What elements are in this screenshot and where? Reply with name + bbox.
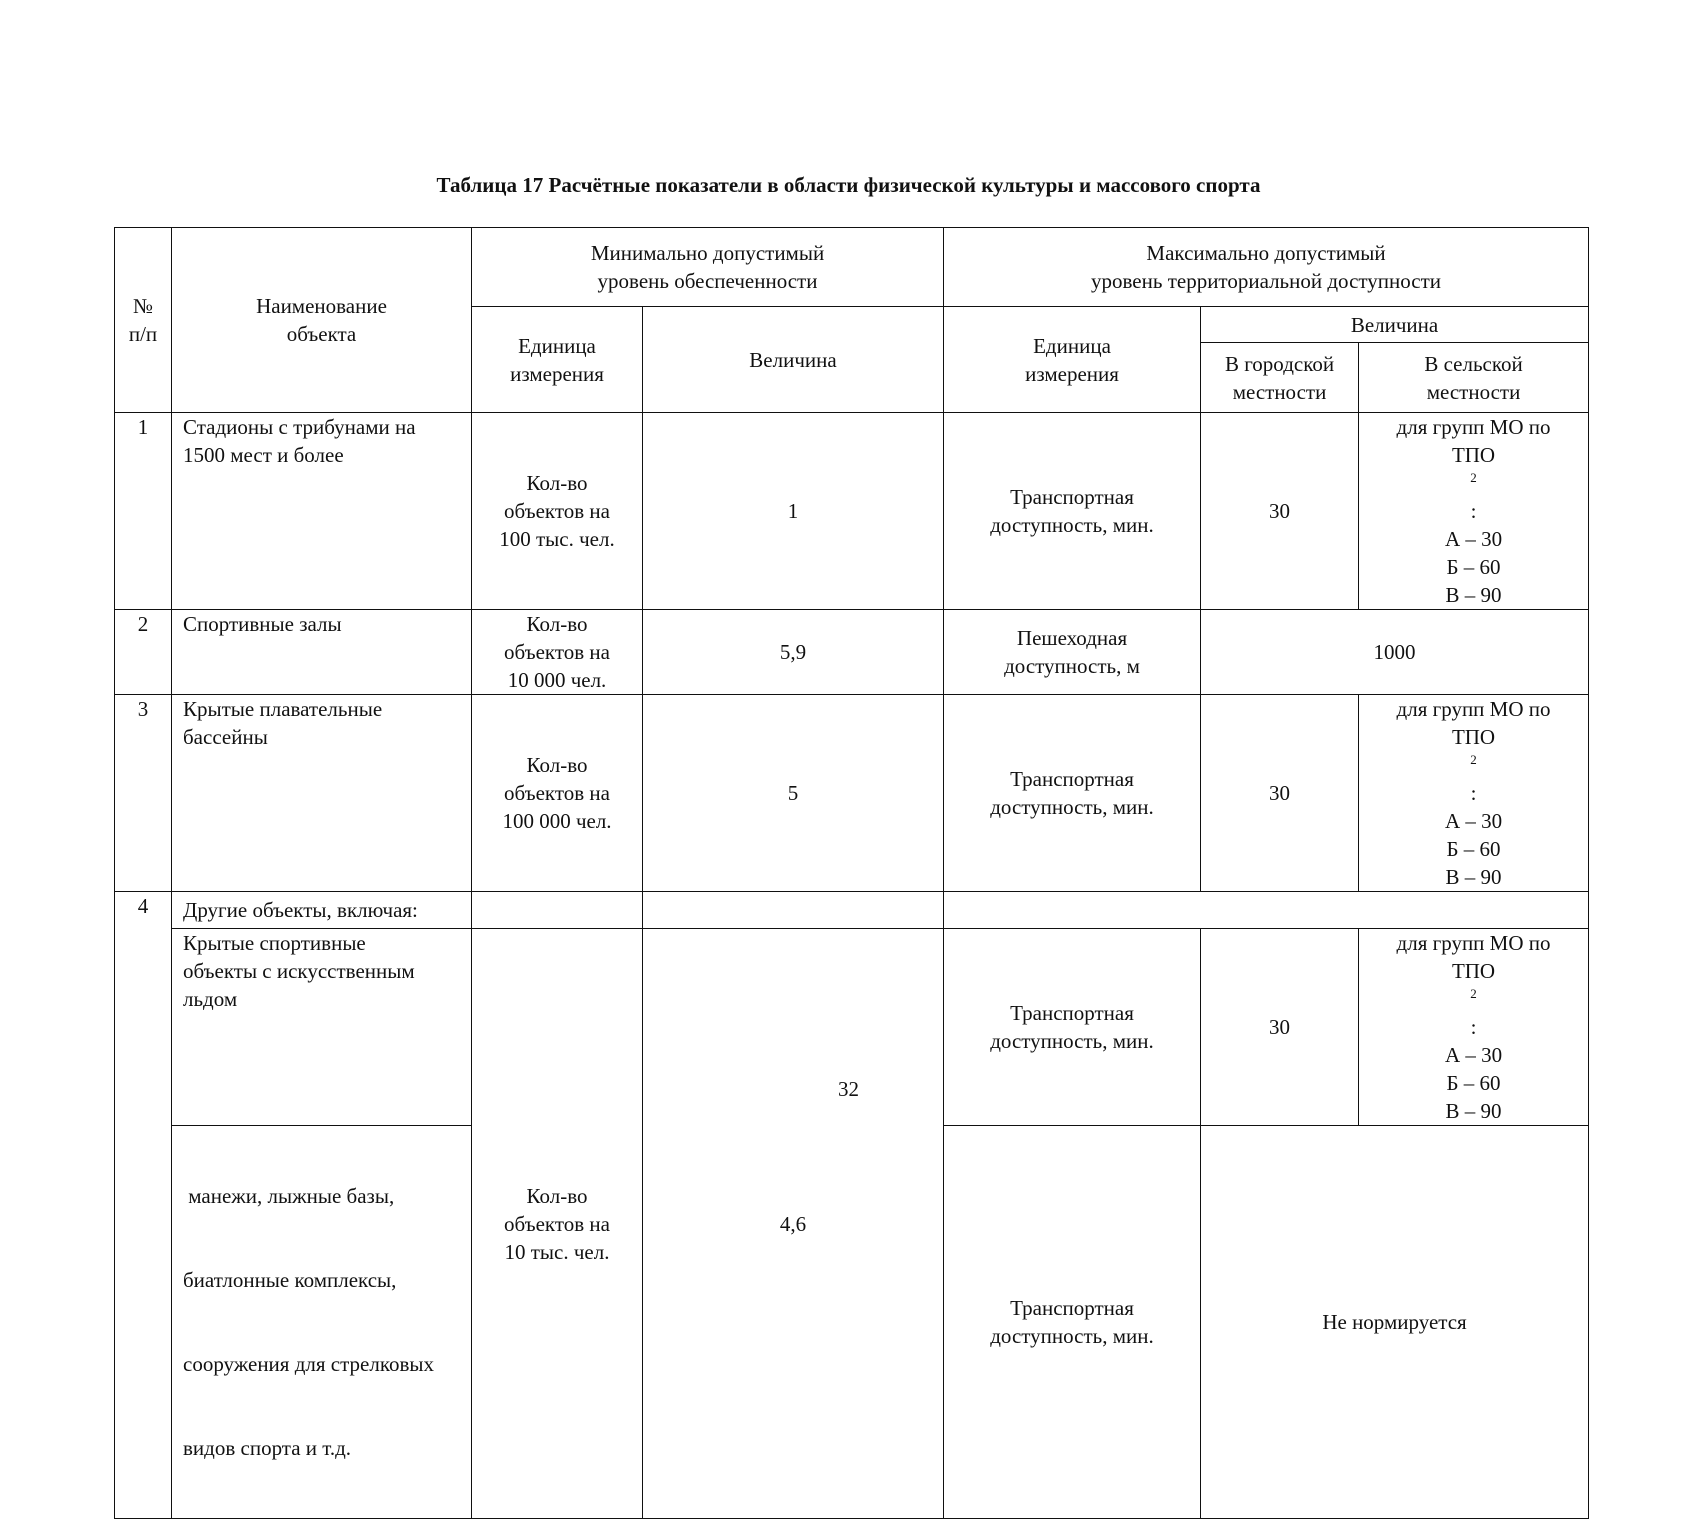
header-access-unit: Единица измерения — [944, 307, 1201, 413]
rural-value: для групп МО по ТПО $^2$ : А – 30 Б – 60 В – 90 — [1359, 929, 1589, 1126]
indicators-table — [114, 227, 1589, 1519]
header-access-value: Величина — [1201, 307, 1589, 343]
table-row — [115, 892, 1589, 929]
object-name: манежи, лыжные базы, биатлонные комплексы, сооружения для стрелковых видов спорта и т.д. — [172, 1126, 472, 1519]
row-number: 4 — [115, 892, 172, 1519]
provision-unit: Кол-во объектов на 10 тыс. чел. — [472, 929, 643, 1519]
provision-value: 1 — [643, 413, 944, 610]
header-max-accessibility: Максимально допустимый уровень территориальной доступности — [944, 228, 1589, 307]
row-number: 3 — [115, 695, 172, 892]
table-row — [115, 695, 1589, 892]
object-name: Крытые плавательные бассейны — [172, 695, 472, 892]
object-name: Крытые спортивные объекты с искусственным льдом — [172, 929, 472, 1126]
access-unit: Пешеходная доступность, м — [944, 610, 1201, 695]
rural-value: для групп МО по ТПО $^2$ : А – 30 Б – 60 В – 90 — [1359, 695, 1589, 892]
provision-value-empty — [643, 892, 944, 929]
table-title: Таблица 17 Расчётные показатели в области физической культуры и массового спорта — [436, 173, 1261, 197]
provision-unit: Кол-во объектов на 100 000 чел. — [472, 695, 643, 892]
provision-value: 5,9 — [643, 610, 944, 695]
header-rural: В сельской местности — [1359, 343, 1589, 413]
provision-unit: Кол-во объектов на 100 тыс. чел. — [472, 413, 643, 610]
row-number: 1 — [115, 413, 172, 610]
access-value: 1000 — [1201, 610, 1589, 695]
access-value: Не нормируется — [1201, 1126, 1589, 1519]
table-row — [115, 413, 1589, 610]
urban-value: 30 — [1201, 695, 1359, 892]
header-object-name: Наименование объекта — [172, 228, 472, 413]
header-unit: Единица измерения — [472, 307, 643, 413]
object-name: Другие объекты, включая: — [172, 892, 472, 929]
urban-value: 30 — [1201, 413, 1359, 610]
provision-unit: Кол-во объектов на 10 000 чел. — [472, 610, 643, 695]
rural-value: для групп МО по ТПО $^2$ : А – 30 Б – 60 В – 90 — [1359, 413, 1589, 610]
header-min-provision: Минимально допустимый уровень обеспеченности — [472, 228, 944, 307]
table-row — [115, 610, 1589, 695]
provision-value: 4,6 — [643, 929, 944, 1519]
object-name: Спортивные залы — [172, 610, 472, 695]
header-number: № п/п — [115, 228, 172, 413]
header-urban: В городской местности — [1201, 343, 1359, 413]
access-unit: Транспортная доступность, мин. — [944, 1126, 1201, 1519]
access-unit: Транспортная доступность, мин. — [944, 929, 1201, 1126]
page-number: 32 — [838, 1077, 859, 1101]
header-value: Величина — [643, 307, 944, 413]
access-unit: Транспортная доступность, мин. — [944, 695, 1201, 892]
access-unit: Транспортная доступность, мин. — [944, 413, 1201, 610]
object-name: Стадионы с трибунами на 1500 мест и более — [172, 413, 472, 610]
row-number: 2 — [115, 610, 172, 695]
provision-value: 5 — [643, 695, 944, 892]
urban-value: 30 — [1201, 929, 1359, 1126]
provision-unit-empty — [472, 892, 643, 929]
access-empty — [944, 892, 1589, 929]
